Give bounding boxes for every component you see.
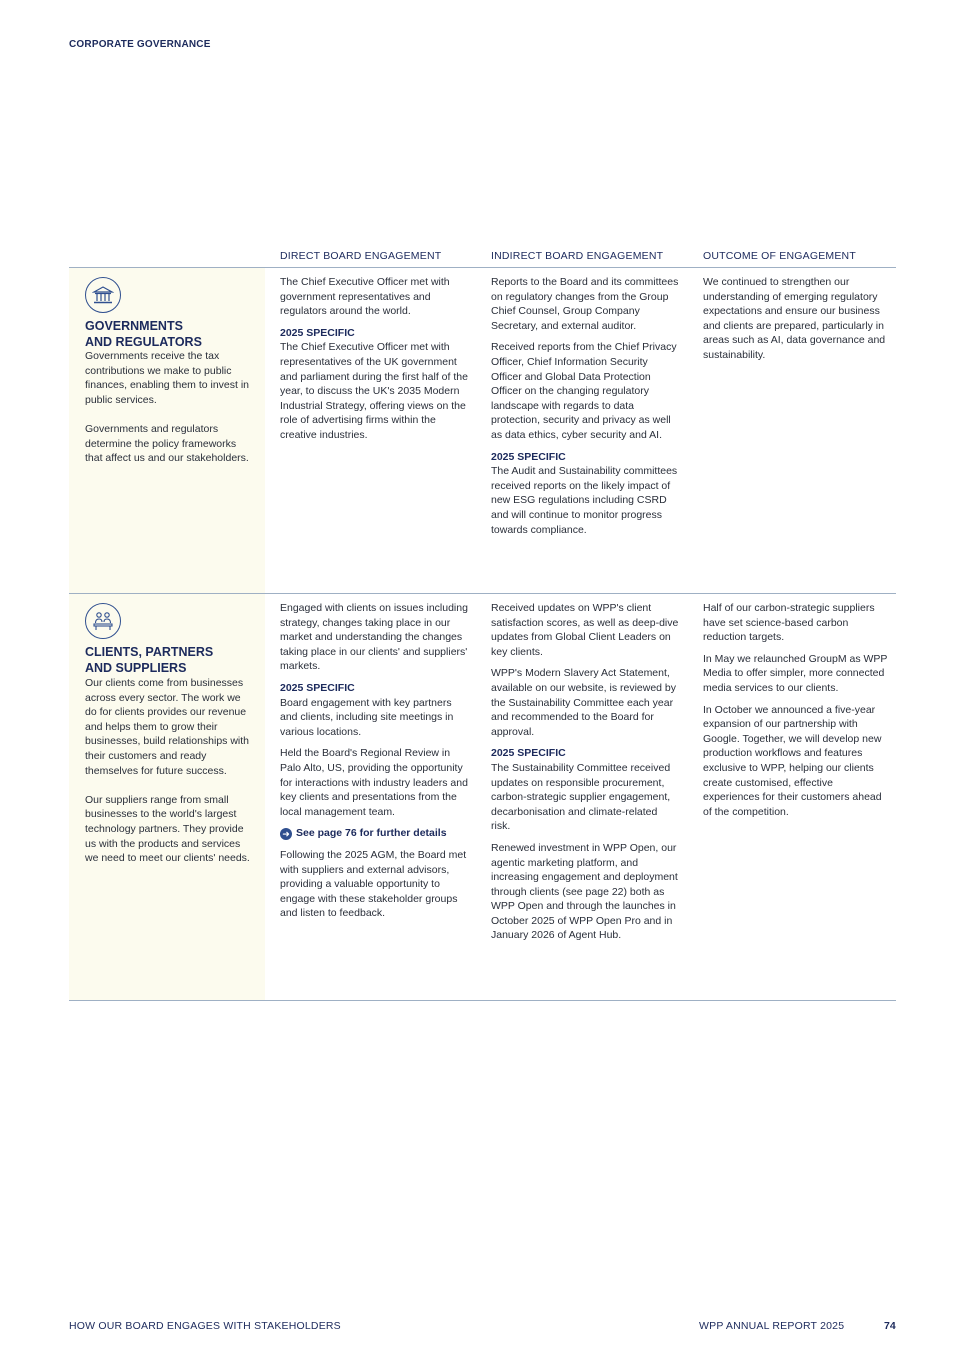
direct-engagement-header: DIRECT BOARD ENGAGEMENT	[280, 250, 442, 262]
stakeholder-panel	[69, 268, 265, 593]
bank-building-icon	[85, 277, 121, 313]
specific-label: 2025 SPECIFIC	[491, 450, 566, 463]
outcome-cell: Half of our carbon-strategic suppliers have set science-based carbon reduction targets. In May we relaunched GroupM as WPP Media to offer simpler, more connected media services to our clients. In October we announced a five-year expansion of our partnership with Google. Together, we will develop new production workflows and features exclusive to WPP, helping our clients create customised, effective experiences for their customers ahead of the competition.	[703, 602, 888, 818]
stakeholder-title: GOVERNMENTS AND REGULATORS	[85, 319, 202, 349]
stakeholder-description: Governments receive the tax contributions we make to public finances, enabling them to invest in public services. Governments and regulators determine the policy frameworks that affect us and our stakeholders.	[85, 350, 250, 465]
footer-report-title: WPP ANNUAL REPORT 2025	[699, 1320, 845, 1332]
indirect-engagement-cell: Received updates on WPP's client satisfaction scores, as well as deep-dive updates from Global Client Leaders on key clients. WPP's Modern Slavery Act Statement, available on our website, is reviewed by the Sustainability Committee each year and recommended to the Board for approval. 2025 SPECIFIC The Sustainability Committee received updates on responsible procurement, carbon-strategic supplier engagement, decarbonisation and climate-related risk. Renewed investment in WPP Open, our agentic marketing platform, and increasing engagement and deployment through clients (see page 22) both as WPP Open and through the launches in October 2025 of WPP Open Pro and in January 2026 of Agent Hub.	[491, 602, 679, 942]
stakeholder-row-governments	[69, 268, 896, 593]
outcome-cell: We continued to strengthen our understanding of emerging regulatory expectations and ensure our business and clients are prepared, particularly in areas such as AI, data governance and sustainability.	[703, 276, 886, 361]
direct-engagement-cell: Engaged with clients on issues including strategy, changes taking place in our market and understanding the changes taking place in our clients' and suppliers' markets. 2025 SPECIFIC Board engagement with key partners and clients, including site meetings in various locations. Held the Board's Regional Review in Palo Alto, US, providing the opportunity for interactions with industry leaders and key clients and presentations from the local management team. ➜ See page 76 for further details Following the 2025 AGM, the Board met with suppliers and external advisors, providing a valuable opportunity to engage with these stakeholder groups and listen to feedback.	[280, 602, 468, 920]
arrow-right-icon: ➜	[280, 828, 292, 840]
stakeholder-panel	[69, 594, 265, 1000]
footer-section-title: HOW OUR BOARD ENGAGES WITH STAKEHOLDERS	[69, 1320, 341, 1332]
indirect-engagement-header: INDIRECT BOARD ENGAGEMENT	[491, 250, 664, 262]
specific-label: 2025 SPECIFIC	[280, 326, 355, 339]
divider-bottom	[69, 1000, 896, 1001]
indirect-engagement-cell: Reports to the Board and its committees on regulatory changes from the Group Chief Counsel, Group Company Secretary, and external auditor. Received reports from the Chief Privacy Officer, Chief Information Security Officer and Global Data Protection Officer on the changing regulatory landscape with regards to data protection, security and privacy as well as data ethics, cyber security and AI. 2025 SPECIFIC The Audit and Sustainability committees received reports on the likely impact of new ESG regulations including CSRD and will continue to monitor progress towards compliance.	[491, 276, 679, 536]
stakeholder-row-clients	[69, 594, 896, 1000]
specific-label: 2025 SPECIFIC	[491, 747, 566, 760]
direct-engagement-cell: The Chief Executive Officer met with government representatives and regulators around the world. 2025 SPECIFIC The Chief Executive Officer met with representatives of the UK government and parliament during the first half of the year, to discuss the UK's 2035 Modern Industrial Strategy, offering views on the role of advertising firms within the creative industries.	[280, 276, 468, 441]
column-headers	[0, 250, 965, 264]
section-label: CORPORATE GOVERNANCE	[69, 39, 211, 50]
specific-label: 2025 SPECIFIC	[280, 681, 355, 694]
stakeholder-title: CLIENTS, PARTNERS AND SUPPLIERS	[85, 645, 214, 675]
outcome-header: OUTCOME OF ENGAGEMENT	[703, 250, 856, 262]
stakeholder-description: Our clients come from businesses across every sector. The work we do for clients provides our revenue and helps them to grow their businesses, build relationships with their customers and ready themselves for future success. Our suppliers range from small businesses to the world's largest technology partners. They provide us with the products and services we need to meet our clients' needs.	[85, 677, 250, 865]
people-meeting-icon	[85, 603, 121, 639]
page-number: 74	[884, 1320, 896, 1332]
see-page-link[interactable]: ➜ See page 76 for further details	[280, 826, 468, 841]
